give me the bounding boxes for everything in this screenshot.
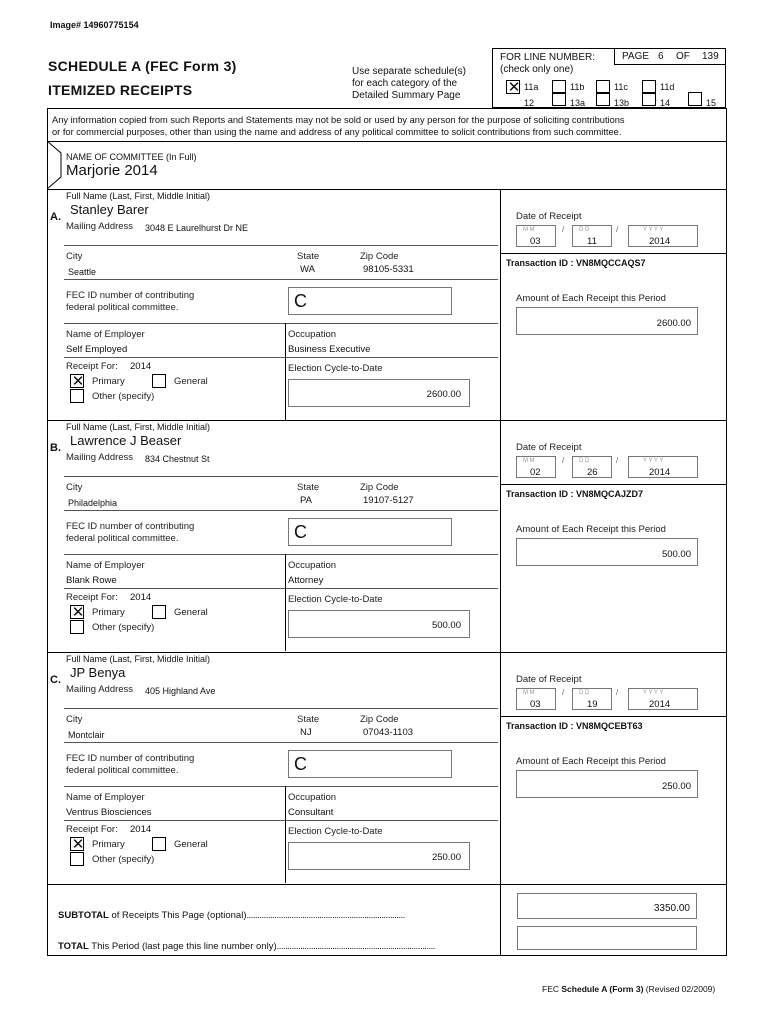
other-label: Other (specify) [92,391,155,402]
cycle-label: Election Cycle-to-Date [288,826,383,837]
fec-id-field[interactable] [288,750,452,778]
cycle-amount: 250.00 [431,852,461,863]
state-value: WA [300,264,315,275]
full-name-label: Full Name (Last, First, Middle Initial) [66,654,211,664]
notice-line-2: or for commercial purposes, other than using the name and address of any political committee to solicit contributions from such committee. [52,127,622,137]
mailing-address: 405 Highland Ave [145,686,216,696]
fec-id-label-1: FEC ID number of contributing [66,290,195,301]
line-14-checkbox[interactable] [642,92,656,106]
instruction-line-2: for each category of the [352,78,458,89]
fec-id-label-2: federal political committee. [66,533,179,544]
year-field[interactable] [628,688,698,710]
amount-label: Amount of Each Receipt this Period [516,756,666,767]
amount-field[interactable] [516,307,698,335]
state-label: State [297,714,320,725]
page-number: 6 [658,51,664,62]
fec-id-prefix: C [294,754,307,774]
mailing-address-label: Mailing Address [66,452,134,463]
page-total: 139 [702,51,719,62]
line-11a-label: 11a [524,82,539,92]
cycle-amount: 500.00 [431,620,461,631]
dd-hint: D D [579,227,590,233]
mailing-address-label: Mailing Address [66,684,134,695]
general-checkbox[interactable] [152,837,166,851]
other-label: Other (specify) [92,622,155,633]
fec-id-label-2: federal political committee. [66,302,179,313]
city-value: Montclair [68,730,105,740]
receipt-for-year: 2014 [130,592,152,603]
amount-label: Amount of Each Receipt this Period [516,293,666,304]
amount-field[interactable] [516,538,698,566]
state-label: State [297,482,320,493]
line-12-label: 12 [524,98,535,108]
occupation-value: Business Executive [288,344,371,355]
zip-value: 19107-5127 [363,495,414,506]
primary-checkbox[interactable]: ✕ [71,373,85,390]
date-receipt-label: Date of Receipt [516,442,582,453]
occupation-label: Occupation [288,560,337,571]
mm-hint: M M [523,227,535,233]
day-field[interactable] [572,688,612,710]
receipt-for-label: Receipt For: [66,592,118,603]
cycle-label: Election Cycle-to-Date [288,363,383,374]
notice-line-1: Any information copied from such Reports and Statements may not be sold or used by any person for the purpose of soliciting contributions [52,115,625,125]
image-id: Image# 14960775154 [50,20,139,30]
zip-label: Zip Code [360,482,399,493]
subtotal-field[interactable] [517,893,697,919]
line-13b-label: 13b [614,98,630,108]
employer-value: Blank Rowe [66,575,117,586]
fec-id-label-2: federal political committee. [66,765,179,776]
line-14-label: 14 [660,98,671,108]
cycle-field[interactable] [288,379,470,407]
primary-label: Primary [92,607,125,618]
day-field[interactable] [572,225,612,247]
full-name-label: Full Name (Last, First, Middle Initial) [66,422,211,432]
committee-name: Marjorie 2014 [66,162,158,179]
month-field[interactable] [516,456,556,478]
fec-id-field[interactable] [288,287,452,315]
zip-label: Zip Code [360,251,399,262]
date-slash-1: / [562,225,565,234]
transaction-id: Transaction ID : VN8MQCCAQS7 [506,258,646,268]
fec-id-field[interactable] [288,518,452,546]
total-dots: .......................................................................... [276,941,435,952]
transaction-id: Transaction ID : VN8MQCEBT63 [506,721,643,731]
mm-hint: M M [523,458,535,464]
mm-hint: M M [523,690,535,696]
other-checkbox[interactable] [70,852,84,866]
form-subtitle: ITEMIZED RECEIPTS [48,82,193,98]
day-field[interactable] [572,456,612,478]
day-value: 11 [587,236,597,247]
state-value: NJ [300,727,312,738]
month-value: 02 [530,467,541,478]
check-only-label: (check only one) [500,64,574,75]
form-title: SCHEDULE A (FEC Form 3) [48,58,237,74]
receipt-for-label: Receipt For: [66,361,118,372]
subtotal-dots: .......................................................................... [246,910,405,921]
date-slash-2: / [616,225,619,234]
cycle-amount: 2600.00 [426,389,461,400]
full-name-label: Full Name (Last, First, Middle Initial) [66,191,211,201]
year-field[interactable] [628,225,698,247]
footer-form: Schedule A (Form 3) [561,984,644,994]
date-slash-1: / [562,456,565,465]
zip-value: 98105-5331 [363,264,414,275]
total-bold: TOTAL [58,941,89,952]
date-receipt-label: Date of Receipt [516,211,582,222]
line-11b-label: 11b [570,82,585,92]
entry-letter: C. [50,674,61,686]
footer [542,984,715,994]
other-checkbox[interactable] [70,389,84,403]
of-label: OF [676,51,690,62]
total-label [58,941,435,952]
yyyy-hint: Y Y Y Y [643,690,664,696]
contributor-name: JP Benya [70,665,126,680]
year-value: 2014 [649,467,671,478]
committee-label: NAME OF COMMITTEE (In Full) [66,152,197,162]
date-slash-1: / [562,688,565,697]
mailing-address: 834 Chestnut St [145,454,210,464]
entry-letter: A. [50,211,61,223]
year-value: 2014 [649,699,671,710]
yyyy-hint: Y Y Y Y [643,227,664,233]
general-checkbox[interactable] [152,605,166,619]
line-15-label: 15 [706,98,717,108]
fec-id-label-1: FEC ID number of contributing [66,521,195,532]
general-checkbox[interactable] [152,374,166,388]
entry-letter: B. [50,442,61,454]
for-line-label: FOR LINE NUMBER: [500,52,596,63]
receipt-for-year: 2014 [130,824,152,835]
occupation-value: Consultant [288,807,334,818]
footer-pre: FEC [542,984,559,994]
instruction-line-1: Use separate schedule(s) [352,66,466,77]
city-label: City [66,482,83,493]
zip-label: Zip Code [360,714,399,725]
line-11d-label: 11d [660,82,675,92]
footer-revised: (Revised 02/2009) [645,984,716,994]
state-value: PA [300,495,312,506]
occupation-label: Occupation [288,329,337,340]
date-receipt-label: Date of Receipt [516,674,582,685]
transaction-id: Transaction ID : VN8MQCAJZD7 [506,489,644,499]
date-slash-2: / [616,456,619,465]
other-checkbox[interactable] [70,620,84,634]
employer-label: Name of Employer [66,329,145,340]
receipt-for-year: 2014 [130,361,152,372]
committee-bracket [47,141,67,189]
occupation-value: Attorney [288,575,324,586]
subtotal-text: of Receipts This Page (optional) [111,910,247,921]
contributor-name: Stanley Barer [70,202,149,217]
day-value: 26 [587,467,598,478]
amount-value: 250.00 [661,781,691,792]
city-value: Seattle [68,267,97,277]
amount-value: 500.00 [661,549,691,560]
line-13b-checkbox[interactable] [596,92,610,106]
amount-field[interactable] [516,770,698,798]
employer-label: Name of Employer [66,560,145,571]
employer-value: Ventrus Biosciences [66,807,152,818]
line-13a-label: 13a [570,98,586,108]
occupation-label: Occupation [288,792,337,803]
year-value: 2014 [649,236,671,247]
month-field[interactable] [516,688,556,710]
general-label: General [174,607,208,618]
primary-checkbox[interactable]: ✕ [71,836,85,853]
amount-value: 2600.00 [656,318,691,329]
primary-label: Primary [92,376,125,387]
fec-id-prefix: C [294,291,307,311]
subtotal-label [58,910,405,921]
city-label: City [66,714,83,725]
dd-hint: D D [579,458,590,464]
dd-hint: D D [579,690,590,696]
total-field[interactable] [517,926,697,950]
fec-id-label-1: FEC ID number of contributing [66,753,195,764]
date-slash-2: / [616,688,619,697]
line-13a-checkbox[interactable] [552,92,566,106]
month-value: 03 [530,236,541,247]
amount-label: Amount of Each Receipt this Period [516,524,666,535]
month-field[interactable] [516,225,556,247]
yyyy-hint: Y Y Y Y [643,458,664,464]
primary-checkbox[interactable]: ✕ [71,604,85,621]
mailing-address-label: Mailing Address [66,221,134,232]
employer-value: Self Employed [66,344,128,355]
total-text: This Period (last page this line number only) [91,941,277,952]
cycle-field[interactable] [288,842,470,870]
primary-label: Primary [92,839,125,850]
zip-value: 07043-1103 [363,727,414,738]
general-label: General [174,839,208,850]
other-label: Other (specify) [92,854,155,865]
general-label: General [174,376,208,387]
cycle-field[interactable] [288,610,470,638]
employer-label: Name of Employer [66,792,145,803]
receipt-for-label: Receipt For: [66,824,118,835]
line-15-checkbox[interactable] [688,92,702,106]
line-11c-label: 11c [614,82,628,92]
mailing-address: 3048 E Laurelhurst Dr NE [145,223,249,233]
subtotal-value: 3350.00 [653,903,690,914]
state-label: State [297,251,320,262]
year-field[interactable] [628,456,698,478]
month-value: 03 [530,699,541,710]
line-11a-checkbox[interactable]: ✕ [507,79,521,96]
fec-id-prefix: C [294,522,307,542]
cycle-label: Election Cycle-to-Date [288,594,383,605]
subtotal-bold: SUBTOTAL [58,910,109,921]
page-label: PAGE [622,51,650,62]
day-value: 19 [587,699,598,710]
instruction-line-3: Detailed Summary Page [352,90,461,101]
contributor-name: Lawrence J Beaser [70,433,182,448]
city-value: Philadelphia [68,498,118,508]
city-label: City [66,251,83,262]
